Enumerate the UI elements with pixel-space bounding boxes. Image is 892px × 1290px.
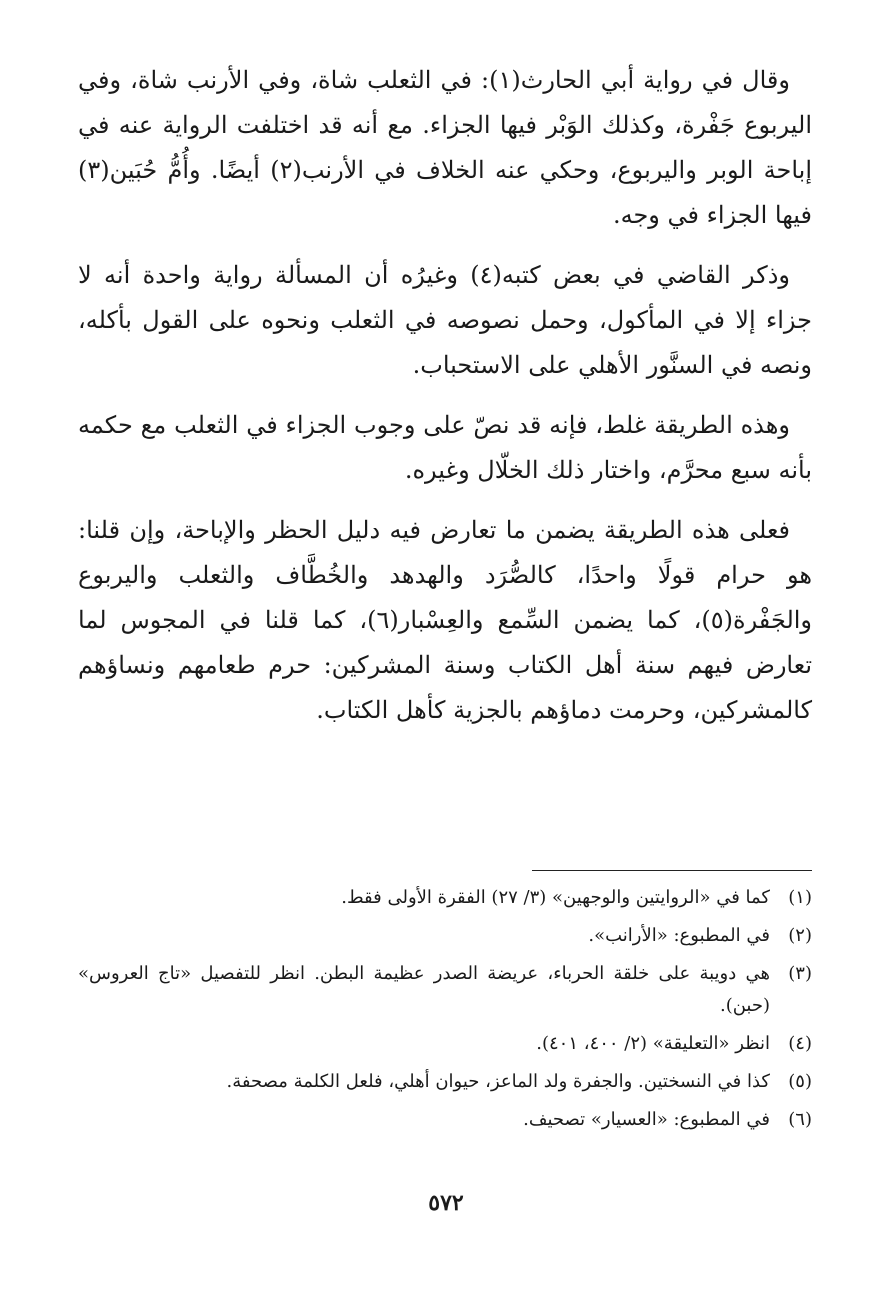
footnote bbox=[78, 882, 812, 914]
footnote-number: (٦) bbox=[788, 1109, 812, 1130]
footnotes bbox=[78, 882, 812, 1142]
footnote-separator bbox=[532, 870, 812, 871]
main-text bbox=[78, 58, 812, 748]
footnote-text: في المطبوع: «العسيار» تصحيف. bbox=[523, 1109, 770, 1130]
footnote-number: (٤) bbox=[788, 1033, 812, 1054]
paragraph: وقال في رواية أبي الحارث(١): في الثعلب شاة، وفي الأرنب شاة، وفي اليربوع جَفْرة، وكذلك الوَبْر فيها الجزاء. مع أنه قد اختلفت الرواية عنه في إباحة الوبر واليربوع، وحكي عنه الخلاف في الأرنب(٢) أيضًا. وأُمُّ حُبَين(٣) فيها الجزاء في وجه. bbox=[78, 66, 812, 229]
paragraph: وهذه الطريقة غلط، فإنه قد نصّ على وجوب الجزاء في الثعلب مع حكمه بأنه سبع محرَّم، واختار ذلك الخلّال وغيره. bbox=[78, 411, 812, 484]
footnote-text: انظر «التعليقة» (٢/ ٤٠٠، ٤٠١). bbox=[536, 1033, 770, 1054]
footnote-number: (١) bbox=[788, 887, 812, 908]
footnote bbox=[78, 1066, 812, 1098]
paragraph: وذكر القاضي في بعض كتبه(٤) وغيرُه أن المسألة رواية واحدة أنه لا جزاء إلا في المأكول، وحمل نصوصه في الثعلب ونحوه على القول بأكله، ونصه في السنَّور الأهلي على الاستحباب. bbox=[78, 261, 812, 379]
footnote-text: في المطبوع: «الأرانب». bbox=[588, 925, 770, 946]
footnote-text: كذا في النسختين. والجفرة ولد الماعز، حيوان أهلي، فلعل الكلمة مصحفة. bbox=[226, 1071, 770, 1092]
footnote bbox=[78, 1028, 812, 1060]
page-number: ٥٧٢ bbox=[428, 1190, 464, 1216]
footnote-number: (٢) bbox=[788, 925, 812, 946]
footnote-number: (٣) bbox=[788, 963, 812, 984]
footnote bbox=[78, 958, 812, 1022]
footnote-text: هي دويبة على خلقة الحرباء، عريضة الصدر عظيمة البطن. انظر للتفصيل «تاج العروس» (حبن). bbox=[78, 963, 770, 1016]
footnote bbox=[78, 1104, 812, 1136]
footnote-number: (٥) bbox=[788, 1071, 812, 1092]
footnote bbox=[78, 920, 812, 952]
footnote-text: كما في «الروايتين والوجهين» (٣/ ٢٧) الفقرة الأولى فقط. bbox=[341, 887, 770, 908]
paragraph: فعلى هذه الطريقة يضمن ما تعارض فيه دليل الحظر والإباحة، وإن قلنا: هو حرام قولًا واحدًا، كالصُّرَد والهدهد والخُطَّاف والثعلب واليربوع والجَفْرة(٥)، كما يضمن السِّمع والعِسْبار(٦)، كما قلنا في المجوس لما تعارض فيهم سنة أهل الكتاب وسنة المشركين: حرم طعامهم ونساؤهم كالمشركين، وحرمت دماؤهم بالجزية كأهل الكتاب. bbox=[78, 516, 813, 724]
